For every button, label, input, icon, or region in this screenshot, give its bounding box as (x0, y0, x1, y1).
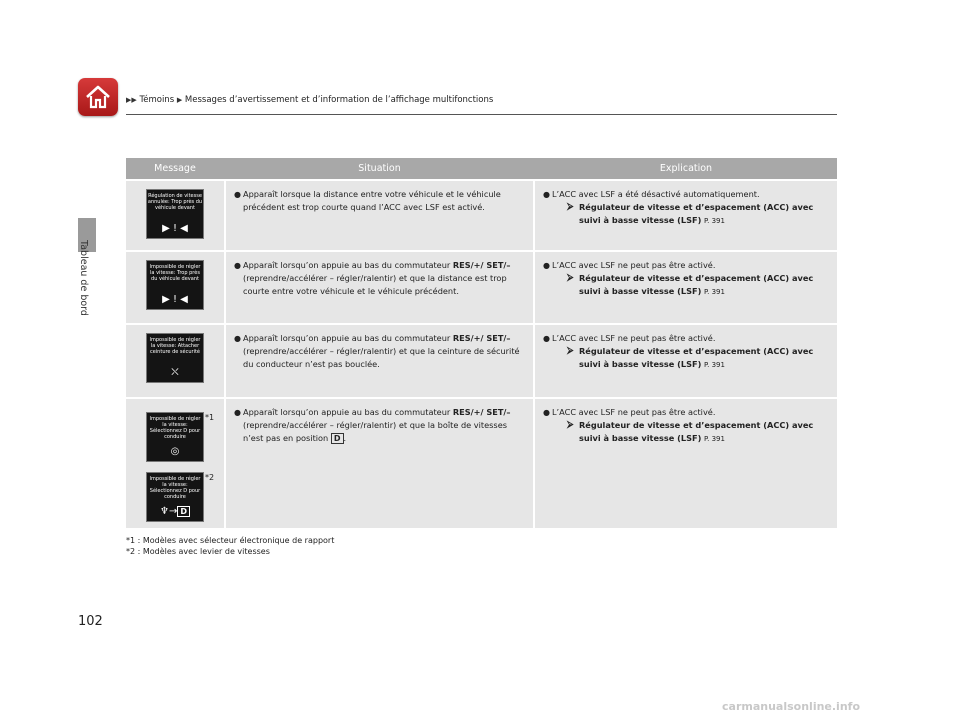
display-screen-image (146, 189, 204, 239)
bullet-icon: ● (234, 408, 241, 417)
situation-cell: ● Apparaît lorsqu’on appuie au bas du commutateur RES/+/ SET/– (reprendre/accélérer – régler/ralentir) et que la boîte de vitesses n’est pas en position D . (226, 399, 533, 528)
explication-text: L’ACC avec LSF ne peut pas être activé. (552, 260, 716, 270)
column-header-situation: Situation (358, 163, 401, 174)
bullet-icon: ● (234, 334, 241, 343)
table-row (126, 181, 837, 250)
cross-reference-link[interactable] (543, 201, 829, 228)
display-screen-image (146, 412, 215, 462)
bullet-icon: ● (543, 408, 550, 417)
switch-label: RES/+/ SET/– (452, 260, 511, 270)
reference-page: P. 391 (703, 217, 725, 225)
situation-text: Apparaît lorsqu’on appuie au bas du commutateur (243, 260, 453, 270)
breadcrumb-link-temoins[interactable]: Témoins (139, 95, 175, 105)
footnote: *2 : Modèles avec levier de vitesses (126, 547, 270, 556)
reference-title: Régulateur de vitesse et d’espacement (ACC) avec suivi à basse vitesse (LSF) (579, 202, 814, 225)
table-row (126, 325, 837, 397)
shift-lever-d-icon: ♆→ D (147, 506, 203, 518)
explication-text: L’ACC avec LSF a été désactivé automatiquement. (552, 189, 760, 199)
reference-arrow-icon: ⮚ (567, 273, 574, 283)
car-distance-icon: ▶ ! ◀ (162, 223, 188, 234)
chevron-right-icon: ▶ (176, 96, 183, 104)
display-message-text: Impossible de régler la vitesse: Sélectionnez D pour conduire (149, 475, 201, 500)
breadcrumb-current[interactable]: Messages d’avertissement et d’information de l’affichage multifonctions (184, 95, 494, 105)
chevron-right-icon: ▶▶ (126, 96, 137, 104)
reference-page: P. 391 (703, 288, 725, 296)
message-cell (126, 181, 224, 250)
bullet-icon: ● (543, 261, 550, 270)
footnote-marker: *2 (205, 472, 215, 482)
bullet-icon: ● (543, 334, 550, 343)
bullet-icon: ● (543, 190, 550, 199)
shift-dial-icon: ◎ (170, 445, 180, 457)
situation-text: Apparaît lorsqu’on appuie au bas du commutateur (243, 333, 453, 343)
situation-text-rest: (reprendre/accélérer – régler/ralentir) et que la ceinture de sécurité du conducteur n’est pas bouclée. (243, 346, 520, 369)
reference-arrow-icon: ⮚ (567, 202, 574, 212)
display-screen-image (146, 333, 204, 383)
message-cell (126, 252, 224, 323)
footnotes (126, 535, 334, 557)
breadcrumb (126, 95, 493, 105)
explication-text: L’ACC avec LSF ne peut pas être activé. (552, 407, 716, 417)
explication-text: L’ACC avec LSF ne peut pas être activé. (552, 333, 716, 343)
situation-text-rest: (reprendre/accélérer – régler/ralentir) et que la distance est trop courte entre votre véhicule et le véhicule précédent. (243, 273, 507, 296)
message-cell (126, 325, 224, 397)
watermark: carmanualsonline.info (722, 700, 860, 713)
home-button[interactable] (78, 78, 118, 116)
situation-cell (226, 181, 533, 250)
switch-label: RES/+/ SET/– (452, 333, 511, 343)
messages-table (126, 158, 837, 528)
column-header-message: Message (154, 163, 196, 174)
table-row (126, 252, 837, 323)
reference-arrow-icon: ⮚ (567, 420, 574, 430)
car-distance-icon: ▶ ! ◀ (162, 294, 188, 305)
bullet-icon: ● (234, 190, 241, 199)
situation-text: Apparaît lorsque la distance entre votre véhicule et le véhicule précédent est trop courte quand l’ACC avec LSF est activé. (243, 189, 501, 212)
home-icon (84, 84, 112, 110)
display-message-text: Impossible de régler la vitesse: Sélectionnez D pour conduire (149, 415, 201, 440)
situation-cell (226, 325, 533, 397)
reference-title: Régulateur de vitesse et d’espacement (ACC) avec suivi à basse vitesse (LSF) (579, 346, 814, 369)
cross-reference-link[interactable] (543, 419, 829, 446)
display-screen-image (146, 260, 204, 310)
explication-cell (535, 325, 837, 397)
header-divider (126, 114, 837, 115)
footnote-marker: *1 (205, 412, 215, 422)
display-screen-image (146, 472, 215, 522)
table-row (126, 399, 837, 528)
table-header (126, 158, 837, 179)
display-message-text: Impossible de régler la vitesse: Trop près du véhicule devant (149, 264, 201, 282)
explication-cell (535, 181, 837, 250)
cross-reference-link[interactable] (543, 272, 829, 299)
display-message-text: Impossible de régler la vitesse: Attacher ceinture de sécurité (149, 337, 201, 355)
message-cell (126, 399, 224, 528)
reference-page: P. 391 (703, 435, 725, 443)
reference-title: Régulateur de vitesse et d’espacement (ACC) avec suivi à basse vitesse (LSF) (579, 273, 814, 296)
situation-text-rest: (reprendre/accélérer – régler/ralentir) et que la boîte de vitesses n’est pas en position (243, 420, 507, 443)
cross-reference-link[interactable] (543, 345, 829, 372)
switch-label: RES/+/ SET/– (452, 407, 511, 417)
situation-cell (226, 252, 533, 323)
reference-title: Régulateur de vitesse et d’espacement (ACC) avec suivi à basse vitesse (LSF) (579, 420, 814, 443)
side-section-label: Tableau de bord (78, 240, 89, 316)
reference-page: P. 391 (703, 361, 725, 369)
explication-cell (535, 252, 837, 323)
gear-position-key: D (331, 433, 344, 444)
page-number: 102 (78, 614, 103, 629)
explication-cell (535, 399, 837, 528)
bullet-icon: ● (234, 261, 241, 270)
column-header-explication: Explication (659, 163, 713, 174)
seatbelt-icon: ⛌ (171, 367, 179, 378)
situation-text: Apparaît lorsqu’on appuie au bas du commutateur (243, 407, 453, 417)
reference-arrow-icon: ⮚ (567, 346, 574, 356)
display-message-text: Régulation de vitesse annulée: Trop près du véhicule devant (147, 193, 203, 211)
footnote: *1 : Modèles avec sélecteur électronique de rapport (126, 536, 335, 545)
